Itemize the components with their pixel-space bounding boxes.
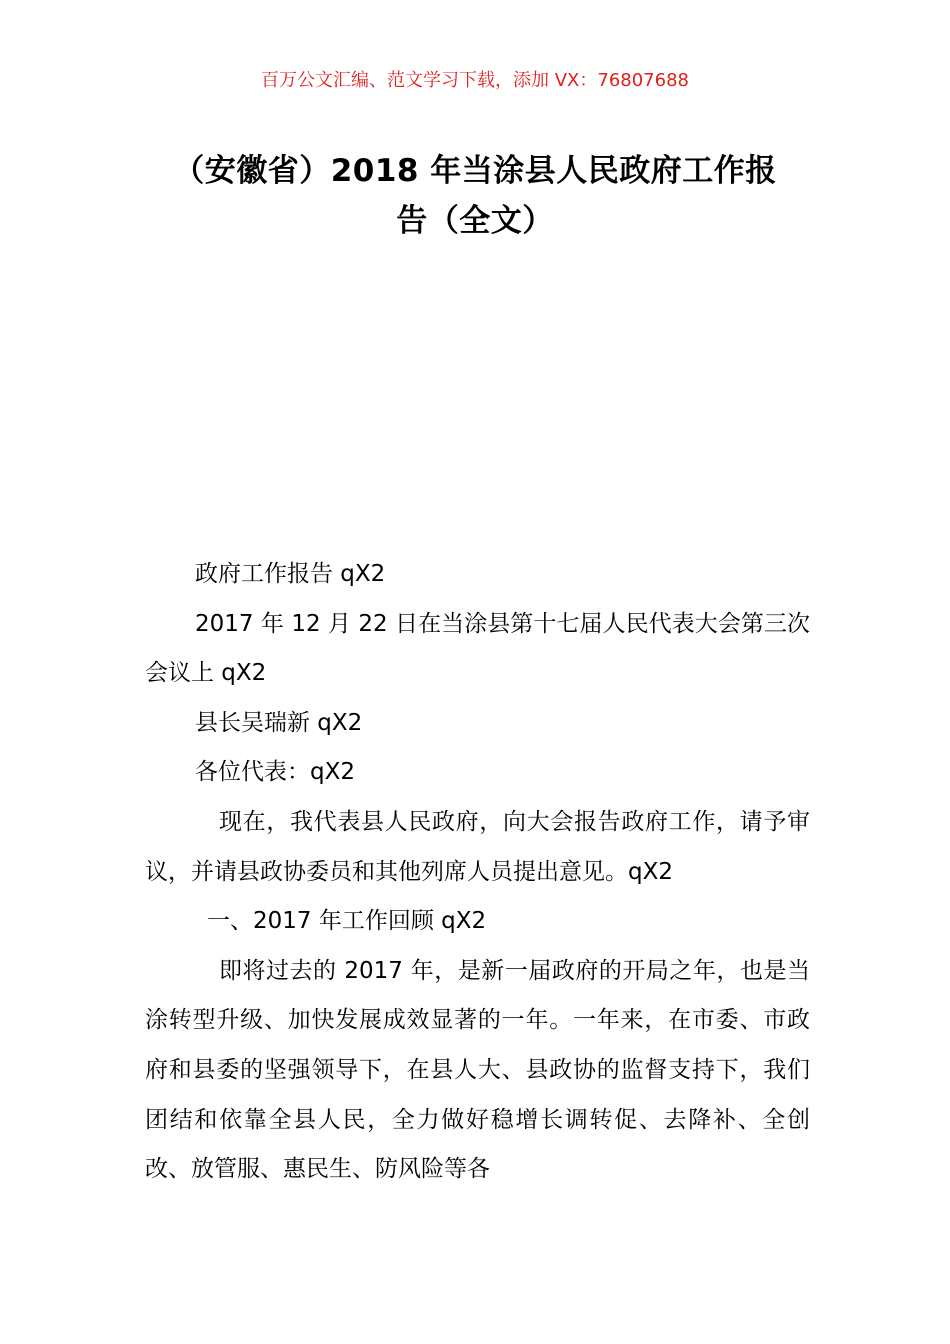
- paragraph-speaker: 县长吴瑞新 qX2: [195, 709, 363, 736]
- paragraph-date-venue: 2017 年 12 月 22 日在当涂县第十七届人民代表大会第三次会议上 qX2: [145, 610, 810, 687]
- document-title: [130, 146, 820, 246]
- paragraph-report-name: 政府工作报告 qX2: [195, 561, 386, 587]
- title-line-2: 告（全文）: [396, 203, 554, 239]
- section-heading-review: 一、2017 年工作回顾 qX2: [207, 908, 487, 935]
- paragraph-intro: 现在，我代表县人民政府，向大会报告政府工作，请予审议，并请县政协委员和其他列席人员提出意见。qX2: [145, 808, 810, 885]
- promo-banner: 百万公文汇编、范文学习下载，添加 VX：76807688: [261, 70, 689, 91]
- paragraph-salutation: 各位代表：qX2: [195, 759, 355, 786]
- paragraph-review: 即将过去的 2017 年，是新一届政府的开局之年，也是当涂转型升级、加快发展成效显著的一年。一年来，在市委、市政府和县委的坚强领导下，在县人大、县政协的监督支持下，我们团结和依靠全县人民，全力做好稳增长调转促、去降补、全创改、放管服、惠民生、防风险等各: [145, 957, 810, 1183]
- title-line-1: （安徽省）2018 年当涂县人民政府工作报: [173, 153, 777, 189]
- document-body: [145, 550, 810, 1195]
